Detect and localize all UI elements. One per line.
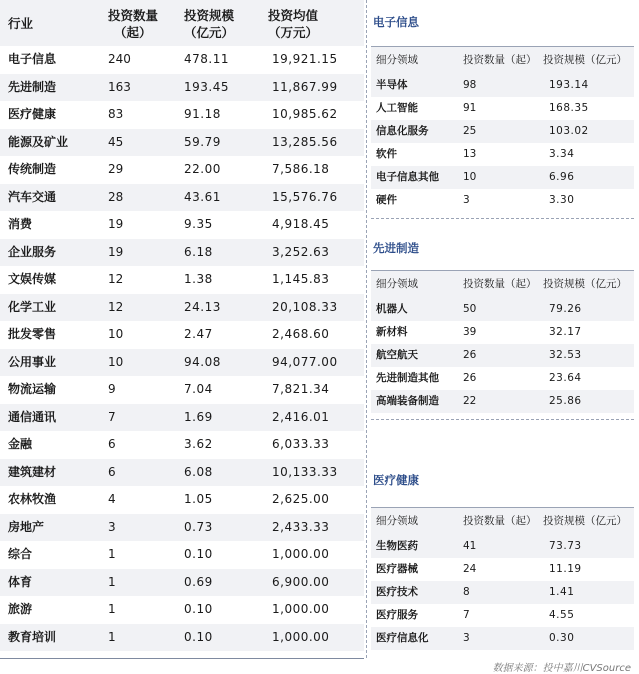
- industry-cell: 物流运输: [8, 382, 57, 396]
- amount-cell: 43.61: [184, 189, 221, 204]
- average-cell: 1,145.83: [272, 272, 330, 286]
- table-row: [371, 535, 634, 558]
- header-count: 投资数量（起）: [463, 515, 537, 527]
- average-cell: 2,433.33: [272, 519, 330, 534]
- count-cell: 1: [108, 629, 116, 644]
- table-row: [0, 294, 364, 322]
- table-row: [371, 321, 634, 344]
- main-table-header: [0, 0, 364, 46]
- amount-cell: 0.10: [184, 547, 213, 561]
- average-cell: 7,586.18: [272, 162, 330, 176]
- subfield-cell: 高端装备制造: [376, 395, 439, 407]
- main-table-body: [0, 46, 364, 651]
- amount-cell: 91.18: [184, 107, 221, 121]
- amount-cell: 6.18: [184, 244, 213, 259]
- subfield-cell: 医疗信息化: [376, 632, 429, 644]
- count-cell: 3: [463, 632, 470, 644]
- amount-cell: 3.30: [549, 194, 575, 206]
- subfield-cell: 医疗技术: [376, 586, 418, 598]
- industry-cell: 化学工业: [8, 299, 57, 314]
- amount-cell: 9.35: [184, 217, 213, 231]
- amount-cell: 0.10: [184, 629, 213, 644]
- table-row: [371, 367, 634, 390]
- amount-cell: 0.10: [184, 602, 213, 616]
- header-subfield: 细分领域: [376, 515, 418, 527]
- table-row: [0, 46, 364, 74]
- average-cell: 2,625.00: [272, 492, 330, 506]
- average-cell: 6,033.33: [272, 437, 330, 451]
- header-amount-unit: （亿元）: [184, 25, 235, 40]
- count-cell: 13: [463, 148, 477, 160]
- header-average-unit: （万元）: [268, 25, 319, 40]
- count-cell: 6: [108, 437, 116, 451]
- industry-cell: 体育: [8, 574, 33, 589]
- average-cell: 2,416.01: [272, 409, 330, 424]
- count-cell: 3: [463, 194, 470, 206]
- average-cell: 7,821.34: [272, 382, 330, 396]
- average-cell: 19,921.15: [272, 52, 338, 66]
- count-cell: 24: [463, 563, 477, 575]
- table-row: [371, 189, 634, 212]
- sub-table-body: [371, 74, 634, 212]
- header-count: 投资数量（起）: [463, 278, 537, 290]
- count-cell: 3: [108, 519, 116, 534]
- average-cell: 4,918.45: [272, 217, 330, 231]
- subfield-cell: 信息化服务: [376, 125, 429, 137]
- count-cell: 29: [108, 162, 124, 176]
- table-row: [0, 514, 364, 542]
- table-row: [371, 390, 634, 413]
- amount-cell: 0.30: [549, 632, 575, 644]
- average-cell: 13,285.56: [272, 134, 338, 149]
- industry-cell: 建筑建材: [8, 464, 57, 479]
- amount-cell: 25.86: [549, 395, 582, 407]
- subfield-cell: 医疗器械: [376, 563, 418, 575]
- industry-cell: 企业服务: [8, 244, 57, 259]
- amount-cell: 4.55: [549, 609, 575, 621]
- count-cell: 1: [108, 547, 116, 561]
- industry-cell: 房地产: [8, 519, 45, 534]
- table-row: [371, 604, 634, 627]
- table-row: [371, 298, 634, 321]
- amount-cell: 24.13: [184, 299, 221, 314]
- subfield-cell: 生物医药: [376, 540, 418, 552]
- amount-cell: 1.05: [184, 492, 213, 506]
- subfield-cell: 软件: [376, 148, 397, 160]
- subfield-cell: 人工智能: [376, 102, 418, 114]
- count-cell: 28: [108, 189, 124, 204]
- industry-cell: 能源及矿业: [8, 134, 69, 149]
- count-cell: 26: [463, 349, 477, 361]
- average-cell: 15,576.76: [272, 189, 338, 204]
- sub-table-header: [371, 508, 634, 535]
- count-cell: 240: [108, 52, 131, 66]
- amount-cell: 94.08: [184, 354, 221, 369]
- sub-table-header: [371, 47, 634, 74]
- table-row: [0, 624, 364, 652]
- amount-cell: 1.41: [549, 586, 575, 598]
- industry-cell: 综合: [8, 547, 33, 561]
- amount-cell: 11.19: [549, 563, 582, 575]
- sub-table-healthcare: [371, 507, 634, 650]
- industry-cell: 文娱传媒: [8, 272, 57, 286]
- table-row: [0, 349, 364, 377]
- header-amount: 投资规模（亿元）: [543, 515, 627, 527]
- main-table-bottom-rule: [0, 658, 364, 659]
- count-cell: 6: [108, 464, 116, 479]
- average-cell: 20,108.33: [272, 299, 338, 314]
- table-row: [0, 541, 364, 569]
- sub-table-header: [371, 271, 634, 298]
- industry-cell: 农林牧渔: [8, 492, 57, 506]
- amount-cell: 6.96: [549, 171, 575, 183]
- table-row: [0, 101, 364, 129]
- subfield-cell: 机器人: [376, 303, 408, 315]
- section-title: 医疗健康: [373, 473, 419, 487]
- count-cell: 83: [108, 107, 124, 121]
- average-cell: 10,985.62: [272, 107, 338, 121]
- table-row: [0, 321, 364, 349]
- amount-cell: 1.38: [184, 272, 213, 286]
- table-row: [0, 376, 364, 404]
- table-row: [0, 569, 364, 597]
- table-row: [0, 431, 364, 459]
- subfield-cell: 硬件: [376, 194, 397, 206]
- table-row: [0, 404, 364, 432]
- amount-cell: 3.62: [184, 437, 213, 451]
- industry-cell: 批发零售: [8, 327, 57, 341]
- table-row: [0, 129, 364, 157]
- amount-cell: 103.02: [549, 125, 589, 137]
- table-row: [0, 459, 364, 487]
- subfield-cell: 医疗服务: [376, 609, 418, 621]
- amount-cell: 0.73: [184, 519, 213, 534]
- table-row: [0, 239, 364, 267]
- count-cell: 9: [108, 382, 116, 396]
- data-source-note: 数据来源：投中嘉川CVSource: [492, 663, 631, 674]
- count-cell: 39: [463, 326, 477, 338]
- average-cell: 10,133.33: [272, 464, 338, 479]
- count-cell: 10: [108, 354, 124, 369]
- count-cell: 10: [108, 327, 124, 341]
- count-cell: 22: [463, 395, 477, 407]
- table-row: [0, 74, 364, 102]
- amount-cell: 193.14: [549, 79, 589, 91]
- industry-cell: 教育培训: [8, 629, 57, 644]
- industry-cell: 通信通讯: [8, 409, 57, 424]
- amount-cell: 79.26: [549, 303, 582, 315]
- average-cell: 2,468.60: [272, 327, 330, 341]
- count-cell: 98: [463, 79, 477, 91]
- header-subfield: 细分领域: [376, 54, 418, 66]
- header-amount: 投资规模: [184, 8, 235, 23]
- amount-cell: 1.69: [184, 409, 213, 424]
- header-count-unit: （起）: [114, 25, 152, 40]
- count-cell: 26: [463, 372, 477, 384]
- industry-cell: 公用事业: [8, 354, 57, 369]
- header-amount: 投资规模（亿元）: [543, 54, 627, 66]
- amount-cell: 22.00: [184, 162, 221, 176]
- subfield-cell: 航空航天: [376, 349, 418, 361]
- amount-cell: 7.04: [184, 382, 213, 396]
- amount-cell: 32.53: [549, 349, 582, 361]
- count-cell: 10: [463, 171, 477, 183]
- table-row: [371, 120, 634, 143]
- table-row: [0, 596, 364, 624]
- count-cell: 7: [108, 409, 116, 424]
- amount-cell: 478.11: [184, 52, 229, 66]
- count-cell: 4: [108, 492, 116, 506]
- count-cell: 91: [463, 102, 477, 114]
- industry-cell: 金融: [8, 437, 33, 451]
- count-cell: 50: [463, 303, 477, 315]
- count-cell: 45: [108, 134, 124, 149]
- table-row: [0, 156, 364, 184]
- sub-table-advanced-manufacturing: [371, 270, 634, 420]
- average-cell: 6,900.00: [272, 574, 330, 589]
- table-row: [0, 266, 364, 294]
- count-cell: 1: [108, 602, 116, 616]
- section-title: 先进制造: [373, 241, 419, 255]
- table-row: [371, 581, 634, 604]
- count-cell: 1: [108, 574, 116, 589]
- header-count: 投资数量: [108, 8, 159, 23]
- sub-table-electronics: [371, 46, 634, 219]
- header-industry: 行业: [8, 16, 34, 31]
- industry-cell: 医疗健康: [8, 107, 57, 121]
- industry-cell: 旅游: [8, 602, 33, 616]
- subfield-cell: 半导体: [376, 79, 408, 91]
- subfield-cell: 先进制造其他: [376, 372, 439, 384]
- header-count: 投资数量（起）: [463, 54, 537, 66]
- amount-cell: 193.45: [184, 79, 229, 94]
- sub-table-body: [371, 535, 634, 650]
- industry-cell: 消费: [8, 217, 33, 231]
- count-cell: 19: [108, 217, 124, 231]
- header-average: 投资均值: [268, 8, 319, 23]
- amount-cell: 168.35: [549, 102, 589, 114]
- average-cell: 1,000.00: [272, 547, 330, 561]
- average-cell: 3,252.63: [272, 244, 330, 259]
- table-row: [371, 344, 634, 367]
- average-cell: 1,000.00: [272, 602, 330, 616]
- table-row: [371, 166, 634, 189]
- amount-cell: 6.08: [184, 464, 213, 479]
- sub-table-body: [371, 298, 634, 413]
- count-cell: 12: [108, 299, 124, 314]
- amount-cell: 0.69: [184, 574, 213, 589]
- average-cell: 1,000.00: [272, 629, 330, 644]
- amount-cell: 23.64: [549, 372, 582, 384]
- count-cell: 25: [463, 125, 477, 137]
- amount-cell: 2.47: [184, 327, 213, 341]
- table-row: [371, 143, 634, 166]
- industry-cell: 先进制造: [8, 79, 57, 94]
- header-amount: 投资规模（亿元）: [543, 278, 627, 290]
- amount-cell: 3.34: [549, 148, 575, 160]
- count-cell: 7: [463, 609, 470, 621]
- industry-cell: 传统制造: [8, 162, 57, 176]
- table-row: [0, 184, 364, 212]
- table-row: [371, 627, 634, 650]
- average-cell: 11,867.99: [272, 79, 338, 94]
- header-subfield: 细分领域: [376, 278, 418, 290]
- table-row: [371, 74, 634, 97]
- count-cell: 19: [108, 244, 124, 259]
- subfield-cell: 新材料: [376, 326, 408, 338]
- count-cell: 163: [108, 79, 131, 94]
- table-row: [0, 211, 364, 239]
- count-cell: 12: [108, 272, 124, 286]
- table-row: [0, 486, 364, 514]
- panel-divider: [366, 0, 367, 658]
- amount-cell: 73.73: [549, 540, 582, 552]
- subfield-cell: 电子信息其他: [376, 171, 439, 183]
- average-cell: 94,077.00: [272, 354, 338, 369]
- table-row: [371, 97, 634, 120]
- count-cell: 8: [463, 586, 470, 598]
- count-cell: 41: [463, 540, 477, 552]
- table-row: [371, 558, 634, 581]
- industry-cell: 汽车交通: [8, 189, 57, 204]
- industry-cell: 电子信息: [8, 52, 57, 66]
- section-title: 电子信息: [373, 15, 419, 29]
- amount-cell: 32.17: [549, 326, 582, 338]
- amount-cell: 59.79: [184, 134, 221, 149]
